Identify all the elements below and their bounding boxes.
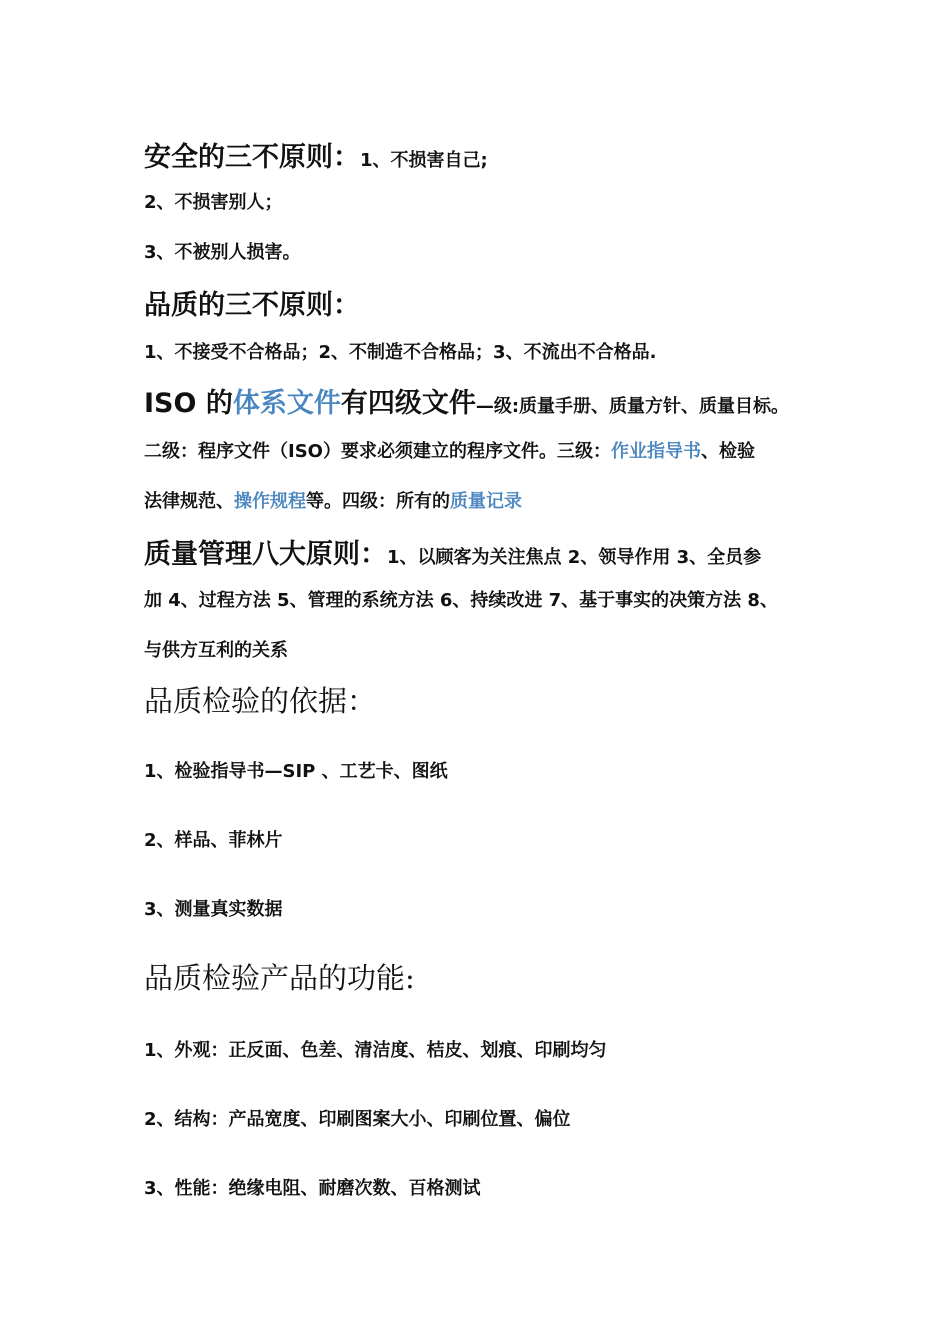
inspection-basis-item-1: 1、检验指导书—SIP 、工艺卡、图纸 [144,761,448,782]
safety-item-1: 1、不损害自己; [360,150,488,171]
iso-line-1 [144,381,789,420]
safety-item-3: 3、不被别人损害。 [144,242,301,263]
iso-suffix: 有四级文件 [340,388,476,419]
eight-principles-line-1 [144,532,761,571]
iso-level-4-text: 等。四级：所有的 [306,491,450,512]
safety-line [144,135,488,174]
safety-item-2: 2、不损害别人； [144,192,283,213]
safety-heading: 安全的三不原则： [144,142,360,173]
iso-level-2-text: 二级：程序文件（ISO）要求必须建立的程序文件。三级： [144,441,611,462]
quality-record-link[interactable]: 质量记录 [450,491,522,512]
quality-three-heading: 品质的三不原则： [144,290,360,321]
eight-principles-heading: 质量管理八大原则： [144,539,387,570]
iso-prefix: ISO 的 [144,388,233,419]
iso-line-3 [144,487,522,513]
inspection-function-item-2: 2、结构：产品宽度、印刷图案大小、印刷位置、偏位 [144,1109,571,1130]
inspection-function-item-3: 3、性能：绝缘电阻、耐磨次数、百格测试 [144,1178,481,1199]
inspection-function-item-1: 1、外观：正反面、色差、清洁度、桔皮、划痕、印刷均匀 [144,1040,607,1061]
inspection-basis-item-3: 3、测量真实数据 [144,899,283,920]
work-instruction-link[interactable]: 作业指导书 [610,441,701,462]
inspection-basis-heading: 品质检验的依据： [144,684,377,718]
operating-procedure-link[interactable]: 操作规程 [234,491,306,512]
eight-principles-line-3: 与供方互利的关系 [144,640,288,661]
iso-system-docs-link[interactable]: 体系文件 [232,388,341,419]
inspection-basis-item-2: 2、样品、菲林片 [144,830,283,851]
iso-level-1: —级:质量手册、质量方针、质量目标。 [475,396,790,417]
iso-line-2-tail: 、检验 [700,441,755,462]
quality-three-items: 1、不接受不合格品；2、不制造不合格品；3、不流出不合格品. [144,342,657,363]
inspection-functions-heading: 品质检验产品的功能: [144,961,415,995]
eight-principles-line-2: 加 4、过程方法 5、管理的系统方法 6、持续改进 7、基于事实的决策方法 8、 [144,590,778,611]
eight-principles-text-1: 1、以顾客为关注焦点 2、领导作用 3、全员参 [387,547,762,568]
iso-line-3-text: 法律规范、 [144,491,234,512]
iso-line-2 [144,437,755,463]
